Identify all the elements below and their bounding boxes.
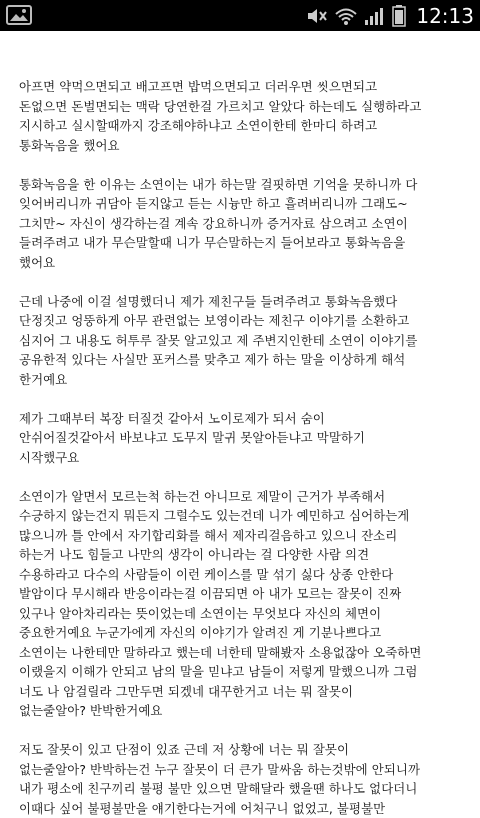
- text-line: 시작했구요: [19, 448, 471, 468]
- text-line: 내가 평소에 친구끼리 불평 불만 있으면 말해달라 했을땐 하나도 없다더니: [19, 779, 471, 799]
- text-line: 안쉬어질것같아서 바보냐고 도무지 말귀 못알아듣냐고 막말하기: [19, 428, 471, 448]
- note-content[interactable]: [0, 31, 480, 768]
- status-bar: [0, 0, 480, 31]
- text-line: 심지어 그 내용도 허투루 잘못 알고있고 제 주변지인한테 소연이 이야기를: [19, 331, 471, 351]
- text-line: 없는줄알아? 반박하는건 누구 잘못이 더 큰가 말싸움 하는것밖에 안되니까: [19, 760, 471, 780]
- battery-icon: [392, 5, 406, 27]
- text-line: 소연이가 알면서 모르는척 하는건 아니므로 제말이 근거가 부족해서: [19, 487, 471, 507]
- paragraph-gap: [19, 155, 471, 175]
- paragraph-gap: [19, 272, 471, 292]
- paragraph: [19, 740, 471, 818]
- status-icons: [306, 0, 474, 31]
- paragraph-gap: [19, 721, 471, 741]
- text-line: 수용하라고 다수의 사람들이 이런 케이스를 말 섞기 싫다 상종 안한다: [19, 565, 471, 585]
- text-line: 제가 그때부터 복장 터질것 같아서 노이로제가 되서 숨이: [19, 409, 471, 429]
- wifi-icon: [334, 6, 358, 26]
- text-line: 수긍하지 않는건지 뭐든지 그럴수도 있는건데 니가 예민하고 심어하는게: [19, 506, 471, 526]
- text-line: 돈없으면 돈벌면되는 맥락 당연한걸 가르치고 알았다 하는데도 실행하라고: [19, 97, 471, 117]
- gallery-icon: [6, 5, 32, 25]
- text-line: 중요한거예요 누군가에게 자신의 이야기가 알려진 게 기분나쁘다고: [19, 623, 471, 643]
- text-line: 이때다 싶어 불평불만을 얘기한다는거에 어처구니 없었고, 불평불만: [19, 799, 471, 818]
- text-line: 하는거 나도 힘들고 나만의 생각이 아니라는 걸 다양한 사람 의견: [19, 545, 471, 565]
- text-line: 많으니까 틀 안에서 자기합리화를 해서 제자리걸음하고 있으니 잔소리: [19, 526, 471, 546]
- text-line: 근데 나중에 이걸 설명했더니 제가 제친구들 들려주려고 통화녹음했다: [19, 292, 471, 312]
- paragraph: [19, 292, 471, 390]
- text-line: 했어요: [19, 253, 471, 273]
- text-line: 아프면 약먹으면되고 배고프면 밥먹으면되고 더러우면 씻으면되고: [19, 77, 471, 97]
- text-line: 공유한적 있다는 사실만 포커스를 맞추고 제가 하는 말을 이상하게 해석: [19, 350, 471, 370]
- paragraph: [19, 77, 471, 155]
- text-line: 그치만~ 자신이 생각하는걸 계속 강요하니까 증거자료 삼으려고 소연이: [19, 214, 471, 234]
- text-line: 이랬을지 이해가 안되고 남의 말을 믿냐고 남들이 저렇게 말했으니까 그럼: [19, 662, 471, 682]
- note-text: [19, 77, 471, 818]
- text-line: 없는줄알아? 반박한거예요: [19, 701, 471, 721]
- text-line: 있구나 알아차리라는 뜻이었는데 소연이는 무엇보다 자신의 체면이: [19, 604, 471, 624]
- text-line: 너도 나 암걸릴라 그만두면 되겠네 대꾸한거고 너는 뭐 잘못이: [19, 682, 471, 702]
- text-line: 저도 잘못이 있고 단점이 있죠 근데 저 상황에 너는 뭐 잘못이: [19, 740, 471, 760]
- text-line: 지시하고 실시할때까지 강조해야하냐고 소연이한테 한마디 하려고: [19, 116, 471, 136]
- mute-icon: [306, 6, 328, 26]
- text-line: 단정짓고 엉뚱하게 아무 관련없는 보영이라는 제친구 이야기를 소환하고: [19, 311, 471, 331]
- paragraph-gap: [19, 467, 471, 487]
- signal-icon: [364, 6, 386, 26]
- text-line: 잊어버리니까 귀담아 듣지않고 듣는 시늉만 하고 흘려버리니까 그래도~: [19, 194, 471, 214]
- text-line: 한거예요: [19, 370, 471, 390]
- clock: 12:13: [416, 4, 474, 28]
- text-line: 통화녹음을 한 이유는 소연이는 내가 하는말 걸핏하면 기억을 못하니까 다: [19, 175, 471, 195]
- paragraph-gap: [19, 389, 471, 409]
- text-line: 발암이다 무시해라 반응이라는걸 이끔되면 아 내가 모르는 잘못이 진짜: [19, 584, 471, 604]
- paragraph: [19, 175, 471, 273]
- paragraph: [19, 487, 471, 721]
- text-line: 들려주려고 내가 무슨말할때 니가 무슨말하는지 들어보라고 통화녹음을: [19, 233, 471, 253]
- text-line: 소연이는 나한테만 말하라고 했는데 너한테 말해봤자 소용없잖아 오죽하면: [19, 643, 471, 663]
- paragraph: [19, 409, 471, 468]
- text-line: 통화녹음을 했어요: [19, 136, 471, 156]
